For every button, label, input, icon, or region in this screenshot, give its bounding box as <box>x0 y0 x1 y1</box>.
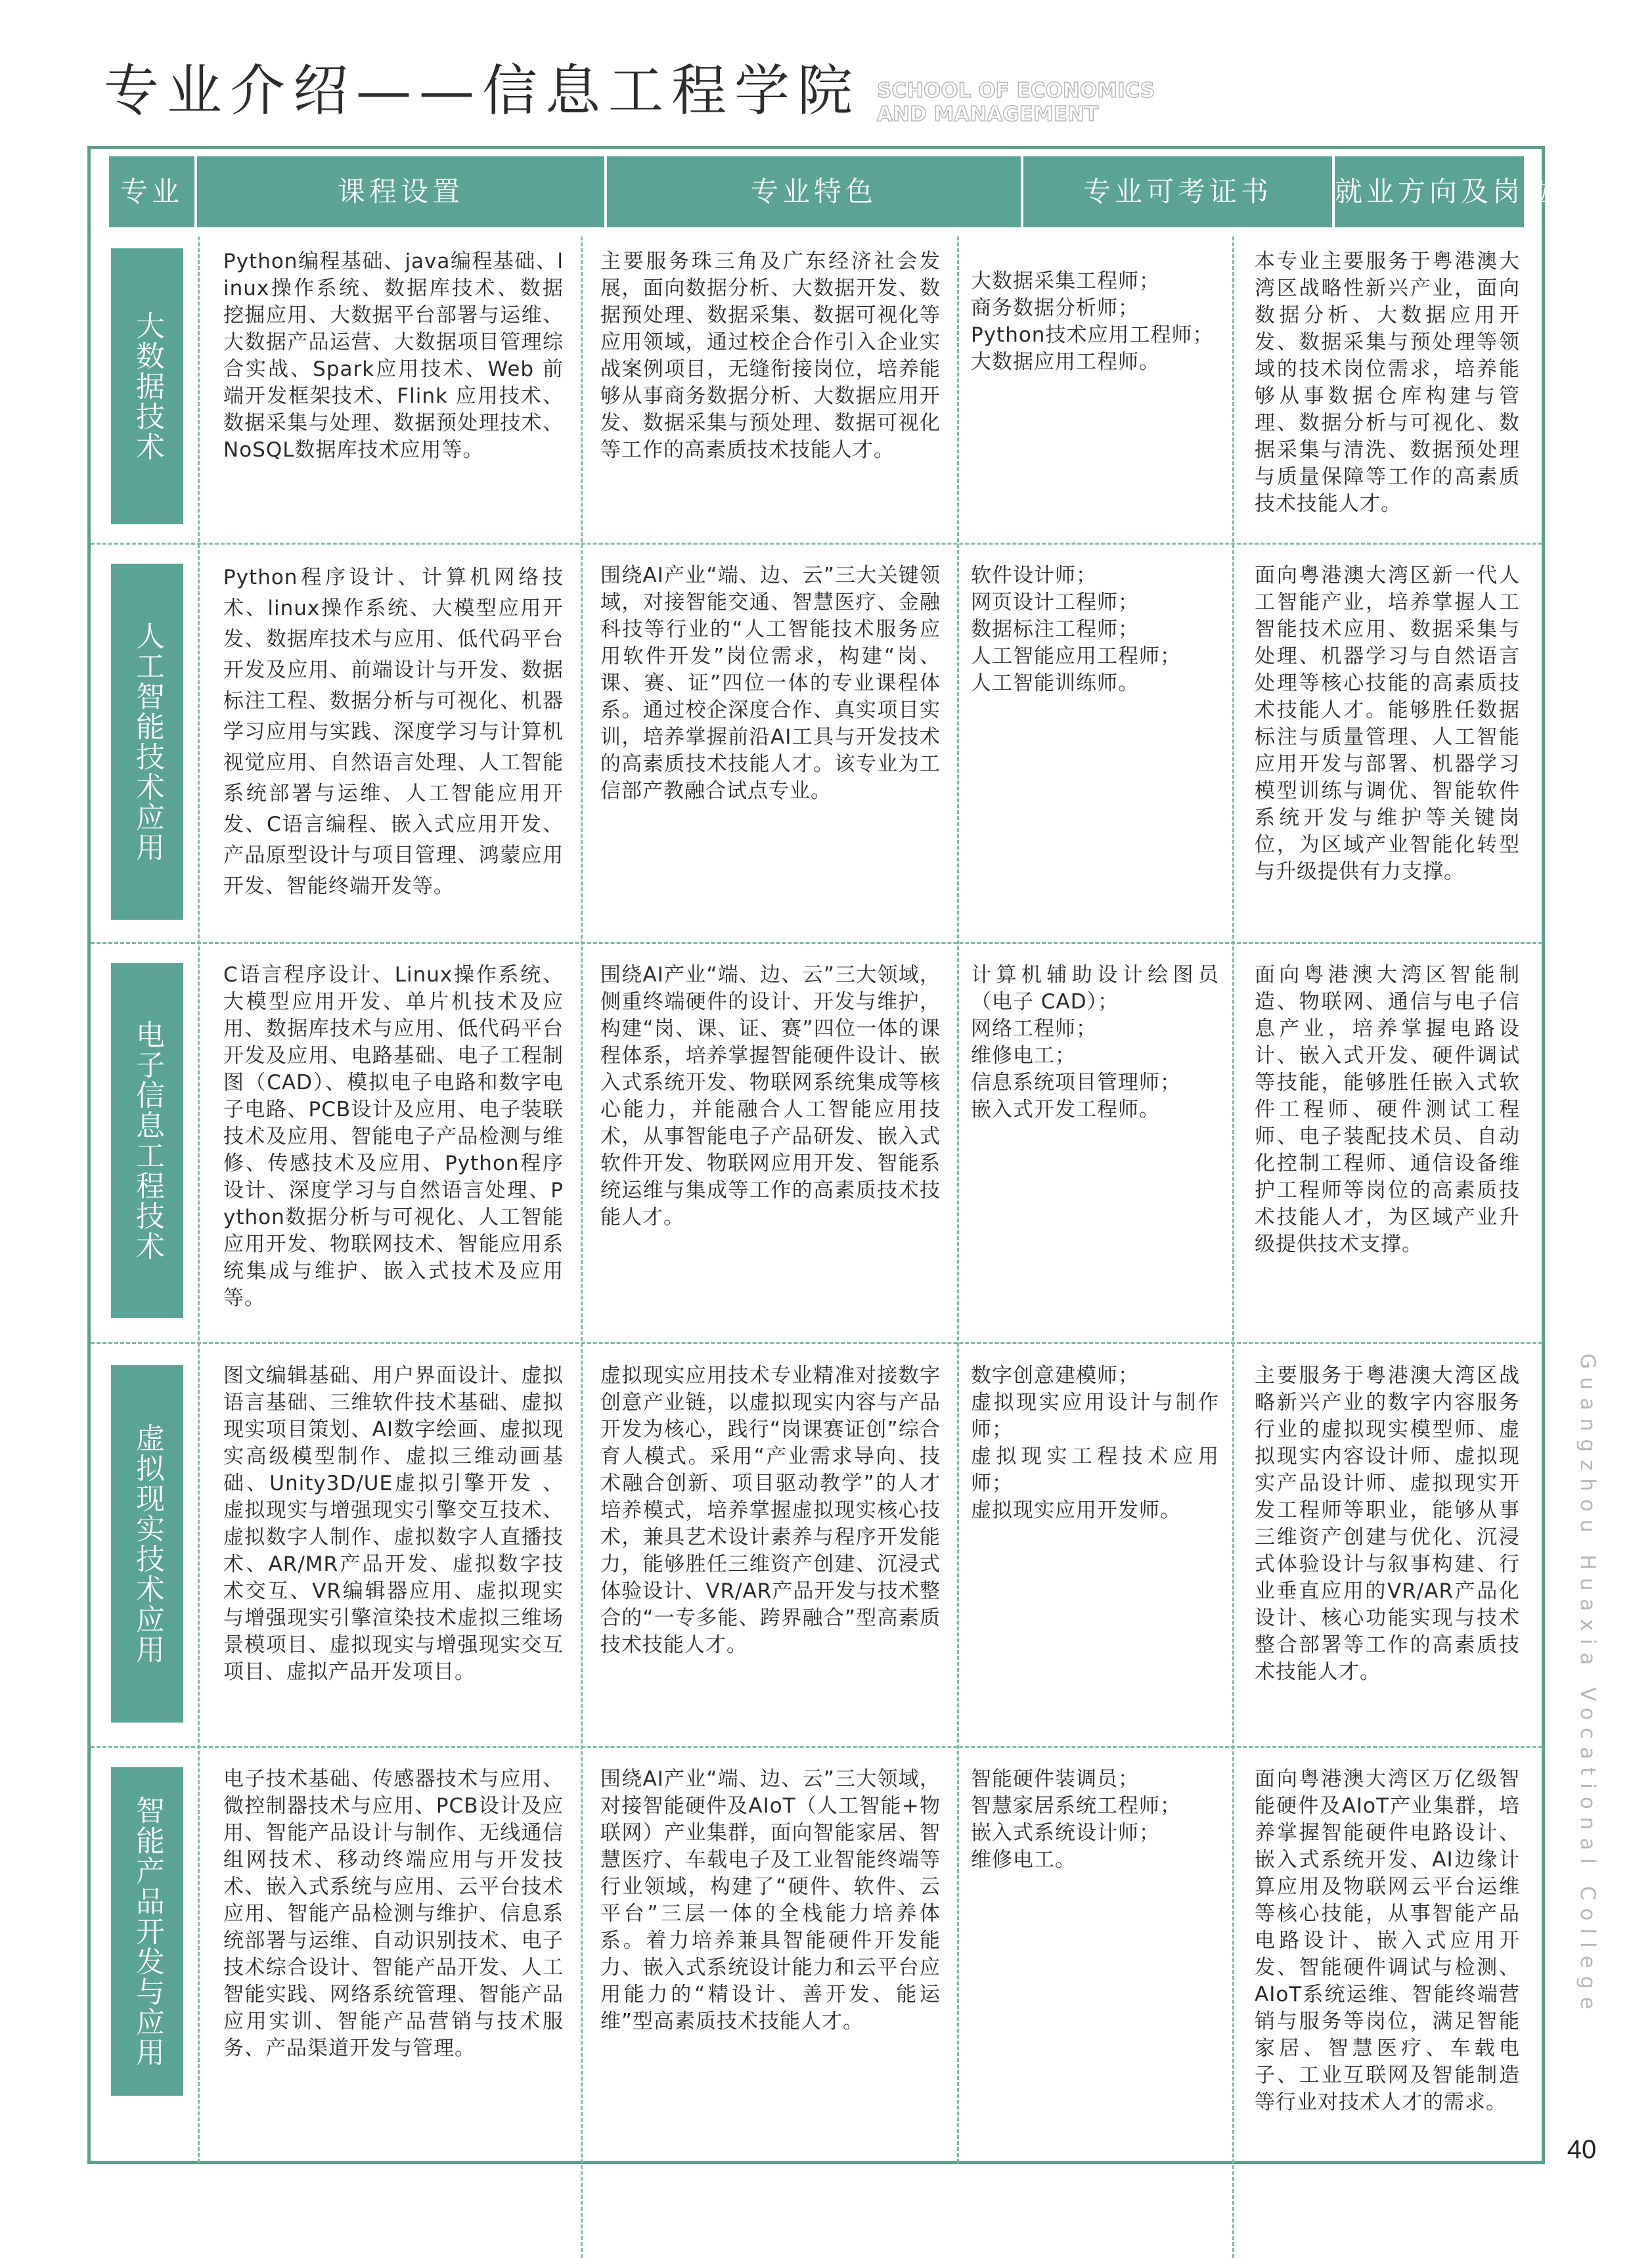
certificates-cell: 计算机辅助设计绘图员（电子 CAD）； 网络工程师； 维修电工； 信息系统项目管理师； 嵌入式开发工程师。 <box>971 963 1219 1121</box>
subtitle-line-2: AND MANAGEMENT <box>877 102 1098 126</box>
courses-cell: Python程序设计、计算机网络技术、linux操作系统、大模型应用开发、数据库技术与应用、低代码平台开发及应用、前端设计与开发、数据标注工程、数据分析与可视化、机器学习应用与实践、深度学习与计算机视觉应用、自然语言处理、人工智能系统部署与运维、人工智能应用开发、C语言编程、嵌入式应用开发、产品原型设计与项目管理、鸿蒙应用开发、智能终端开发等。 <box>223 566 564 898</box>
college-side-text: Guangzhou Huaxia Vocational College <box>1576 1353 1599 2018</box>
courses-cell: 图文编辑基础、用户界面设计、虚拟语言基础、三维软件技术基础、虚拟现实项目策划、AI数字绘画、虚拟现实高级模型制作、虚拟三维动画基础、Unity3D/UE虚拟引擎开发 、虚拟现实与增强现实引擎交互技术、虚拟数字人制作、虚拟数字人直播技术、AR/MR产品开发、虚拟数字技术交互、VR编辑器应用、虚拟现实与增强现实引擎渲染技术虚拟三维场景模项目、虚拟现实与增强现实交互项目、虚拟产品开发项目。 <box>223 1364 564 1684</box>
major-name: 人工智能技术应用 <box>131 621 164 863</box>
features-cell: 主要服务珠三角及广东经济社会发展，面向数据分析、大数据开发、数据预处理、数据采集、数据可视化等应用领域，通过校企合作引入企业实战案例项目，无缝衔接岗位，培养能够从事商务数据分析、大数据应用开发、数据采集与预处理、数据可视化等工作的高素质技术技能人才。 <box>600 250 941 462</box>
major-name: 大数据技术 <box>131 311 164 462</box>
row-divider <box>91 942 1542 944</box>
features-cell: 围绕AI产业“端、边、云”三大领域，对接智能硬件及AIoT（人工智能+物联网）产业集群，面向智能家居、智慧医疗、车载电子及工业智能终端等行业领域，构建了“硬件、软件、云平台”三层一体的全栈能力培养体系。着力培养兼具智能硬件开发能力、嵌入式系统设计能力和云平台应用能力的“精设计、善开发、能运维”型高素质技术技能人才。 <box>600 1767 941 2033</box>
header-careers: 就业方向及岗位 <box>1335 175 1556 208</box>
row-divider <box>91 1342 1542 1344</box>
features-cell: 围绕AI产业“端、边、云”三大关键领域，对接智能交通、智慧医疗、金融科技等行业的“人工智能技术服务应用软件开发”岗位需求，构建“岗、课、赛、证”四位一体的专业课程体系。通过校企深度合作、真实项目实训，培养掌握前沿AI工具与开发技术的高素质技术技能人才。该专业为工信部产教融合试点专业。 <box>600 564 941 803</box>
certificates-cell: 数字创意建模师； 虚拟现实应用设计与制作师； 虚拟现实工程技术应用师； 虚拟现实应用开发师。 <box>971 1364 1219 1522</box>
features-cell: 虚拟现实应用技术专业精准对接数字创意产业链，以虚拟现实内容与产品开发为核心，践行“岗课赛证创”综合育人模式。采用“产业需求导向、技术融合创新、项目驱动教学”的人才培养模式，培养掌握虚拟现实核心技术，兼具艺术设计素养与程序开发能力，能够胜任三维资产创建、沉浸式体验设计、VR/AR产品开发与技术整合的“一专多能、跨界融合”型高素质技术技能人才。 <box>600 1364 941 1657</box>
table-header <box>109 156 1556 227</box>
major-tab <box>111 1365 183 1723</box>
major-name: 虚拟现实技术应用 <box>131 1423 164 1665</box>
page-title: 专业介绍——信息工程学院 <box>104 58 861 123</box>
courses-cell: C语言程序设计、Linux操作系统、大模型应用开发、单片机技术及应用、数据库技术与应用、低代码平台开发及应用、电路基础、电子工程制图（CAD）、模拟电子电路和数字电子电路、PCB设计及应用、电子装联技术及应用、智能电子产品检测与维修、传感技术及应用、Python程序设计、深度学习与自然语言处理、Python数据分析与可视化、人工智能应用开发、物联网技术、智能应用系统集成与维护、嵌入式技术及应用等。 <box>223 963 564 1310</box>
certificates-cell: 智能硬件装调员； 智慧家居系统工程师； 嵌入式系统设计师； 维修电工。 <box>971 1767 1181 1872</box>
row-divider <box>91 1746 1542 1748</box>
careers-cell: 面向粤港澳大湾区万亿级智能硬件及AIoT产业集群，培养掌握智能硬件电路设计、嵌入式系统开发、AI边缘计算应用及物联网云平台运维等核心技能，从事智能产品电路设计、嵌入式应用开发、智能硬件调试与检测、AIoT系统运维、智能终端营销与服务等岗位，满足智能家居、智慧医疗、车载电子、工业互联网及智能制造等行业对技术人才的需求。 <box>1255 1767 1520 2114</box>
page-number: 40 <box>1567 2135 1597 2164</box>
column-divider <box>581 237 583 2258</box>
column-divider <box>1232 237 1234 2258</box>
features-cell: 围绕AI产业“端、边、云”三大领域，侧重终端硬件的设计、开发与维护，构建“岗、课、证、赛”四位一体的课程体系，培养掌握智能硬件设计、嵌入式系统开发、物联网系统集成等核心能力，并能融合人工智能应用技术，从事智能电子产品研发、嵌入式软件开发、物联网应用开发、智能系统运维与集成等工作的高素质技术技能人才。 <box>600 963 941 1229</box>
header-major: 专业 <box>120 175 183 208</box>
major-tab <box>111 564 183 920</box>
certificates-cell: 大数据采集工程师； 商务数据分析师； Python技术应用工程师； 大数据应用工程师。 <box>971 269 1214 374</box>
major-tab <box>111 1767 183 2096</box>
row-divider <box>91 543 1542 545</box>
column-divider <box>198 237 200 2163</box>
careers-cell: 本专业主要服务于粤港澳大湾区战略性新兴产业，面向数据分析、大数据应用开发、数据采集与预处理等领域的技术岗位需求，培养能够从事数据仓库构建与管理、数据分析与可视化、数据采集与清洗、数据预处理与质量保障等工作的高素质技术技能人才。 <box>1255 250 1520 516</box>
careers-cell: 面向粤港澳大湾区新一代人工智能产业，培养掌握人工智能技术应用、数据采集与处理、机器学习与自然语言处理等核心技能的高素质技术技能人才。能够胜任数据标注与质量管理、人工智能应用开发与部署、机器学习模型训练与调优、智能软件系统开发与维护等关键岗位，为区域产业智能化转型与升级提供有力支撑。 <box>1255 564 1520 884</box>
major-name: 电子信息工程技术 <box>131 1020 164 1261</box>
header-certificates: 专业可考证书 <box>1083 175 1272 208</box>
page-subtitle <box>877 79 1155 126</box>
major-tab <box>111 248 183 524</box>
subtitle-line-1: SCHOOL OF ECONOMICS <box>877 79 1155 102</box>
courses-cell: 电子技术基础、传感器技术与应用、微控制器技术与应用、PCB设计及应用、智能产品设计与制作、无线通信组网技术、移动终端应用与开发技术、嵌入式系统与应用、云平台技术应用、智能产品检测与维护、信息系统部署与运维、自动识别技术、电子技术综合设计、智能产品开发、人工智能实践、网络系统管理、智能产品应用实训、智能产品营销与技术服务、产品渠道开发与管理。 <box>223 1767 564 2060</box>
column-divider <box>957 237 959 2163</box>
major-name: 智能产品开发与应用 <box>131 1795 164 2067</box>
certificates-cell: 软件设计师； 网页设计工程师； 数据标注工程师； 人工智能应用工程师； 人工智能训练师。 <box>971 564 1181 695</box>
header-features: 专业特色 <box>750 175 877 208</box>
careers-cell: 主要服务于粤港澳大湾区战略新兴产业的数字内容服务行业的虚拟现实模型师、虚拟现实内容设计师、虚拟现实产品设计师、虚拟现实开发工程师等职业，能够从事三维资产创建与优化、沉浸式体验设计与叙事构建、行业垂直应用的VR/AR产品化设计、核心功能实现与技术整合部署等工作的高素质技术技能人才。 <box>1255 1364 1520 1684</box>
careers-cell: 面向粤港澳大湾区智能制造、物联网、通信与电子信息产业，培养掌握电路设计、嵌入式开发、硬件调试等技能，能够胜任嵌入式软件工程师、硬件测试工程师、电子装配技术员、自动化控制工程师、通信设备维护工程师等岗位的高素质技术技能人才，为区域产业升级提供技术支撑。 <box>1255 963 1520 1256</box>
major-tab <box>111 963 183 1318</box>
header-courses: 课程设置 <box>337 175 464 208</box>
courses-cell: Python编程基础、java编程基础、linux操作系统、数据库技术、数据挖掘应用、大数据平台部署与运维、大数据产品运营、大数据项目管理综合实战、Spark应用技术、Web 前端开发框架技术、Flink 应用技术、数据采集与处理、数据预处理技术、NoSQL数据库技术应用等。 <box>223 250 564 462</box>
